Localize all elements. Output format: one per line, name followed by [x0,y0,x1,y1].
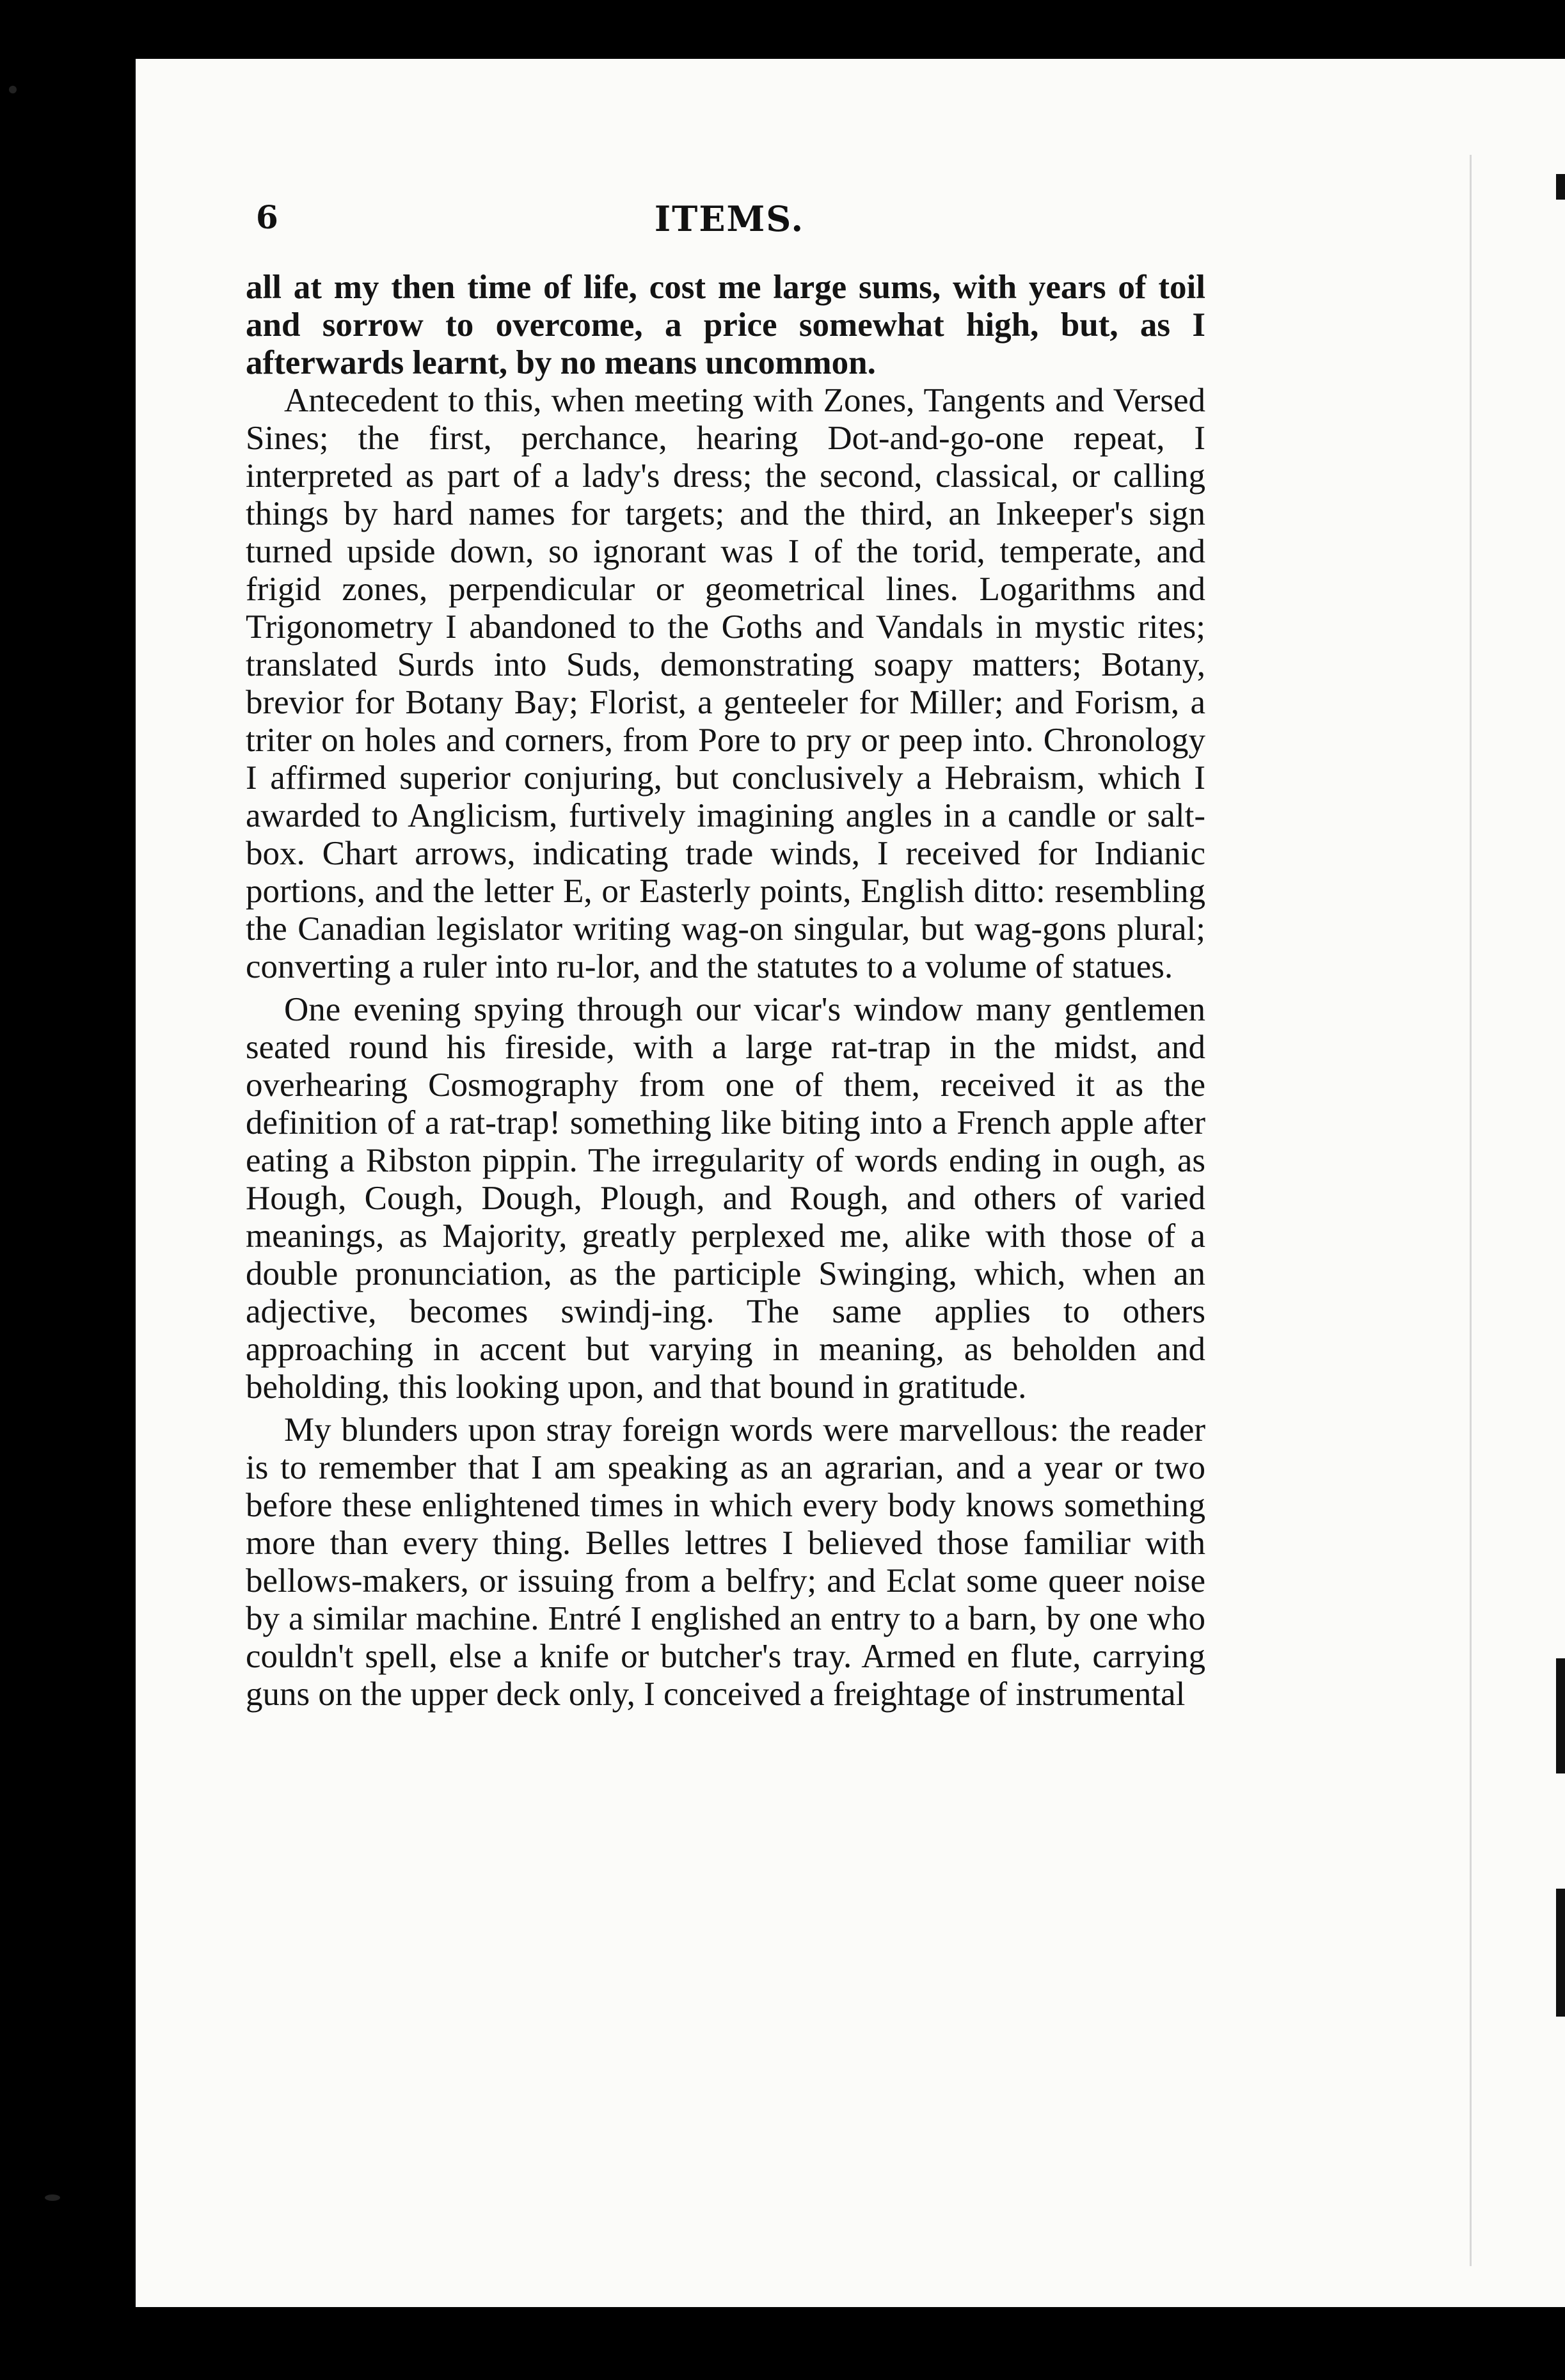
running-head [256,192,1203,250]
binding-edge-mark [1556,1889,1565,2017]
paragraph: One evening spying through our vicar's window many gentlemen seated round his fireside, with a large rat-trap in the midst, and overhearing Cosmography from one of them, received it as the definition of a rat-trap! something like biting into a French apple after eating a Ribston pippin. The irregularity of words ending in ough, as Hough, Cough, Dough, Plough, and Rough, and others of varied meanings, as Majority, greatly perplexed me, alike with those of a double pronunciation, as the participle Swinging, which, when an adjective, becomes swindj-ing. The same applies to others approaching in accent but varying in meaning, as beholden and beholding, this looking upon, and that bound in gratitude. [246,991,1205,1406]
body-text [246,269,1205,1713]
paragraph: all at my then time of life, cost me large sums, with years of toil and sorrow to overcome, a price somewhat high, but, as I afterwards learnt, by no means uncommon. [246,269,1205,381]
scan-speck [9,86,17,93]
page-fold-line [1470,155,1472,2266]
binding-edge-mark [1556,1658,1565,1773]
paragraph: Antecedent to this, when meeting with Zones, Tangents and Versed Sines; the first, perchance, hearing Dot-and-go-one repeat, I interpreted as part of a lady's dress; the second, classical, or calling things by hard names for targets; and the third, an Inkeeper's sign turned upside down, so ignorant was I of the torid, temperate, and frigid zones, perpendicular or geometrical lines. Logarithms and Trigonometry I abandoned to the Goths and Vandals in mystic rites; translated Surds into Suds, demonstrating soapy matters; Botany, brevior for Botany Bay; Florist, a genteeler for Miller; and Forism, a triter on holes and corners, from Pore to pry or peep into. Chronology I affirmed superior conjuring, but conclusively a Hebraism, which I awarded to Anglicism, furtively imagining angles in a candle or salt-box. Chart arrows, indicating trade winds, I received for Indianic portions, and the letter E, or Easterly points, English ditto: resembling the Canadian legislator writing wag-on singular, but wag-gons plural; converting a ruler into ru-lor, and the statutes to a volume of statues. [246,382,1205,985]
scan-speck [45,2194,60,2201]
page-title: ITEMS. [654,198,805,239]
page-number: 6 [256,198,278,236]
paragraph: My blunders upon stray foreign words were marvellous: the reader is to remember that I am speaking as an agrarian, and a year or two before these enlightened times in which every body knows something more than every thing. Belles lettres I believed those familiar with bellows-makers, or issuing from a belfry; and Eclat some queer noise by a similar machine. Entré I englished an entry to a barn, by one who couldn't spell, else a knife or butcher's tray. Armed en flute, carrying guns on the upper deck only, I conceived a freightage of instrumental [246,1411,1205,1713]
binding-edge-mark [1556,174,1565,200]
